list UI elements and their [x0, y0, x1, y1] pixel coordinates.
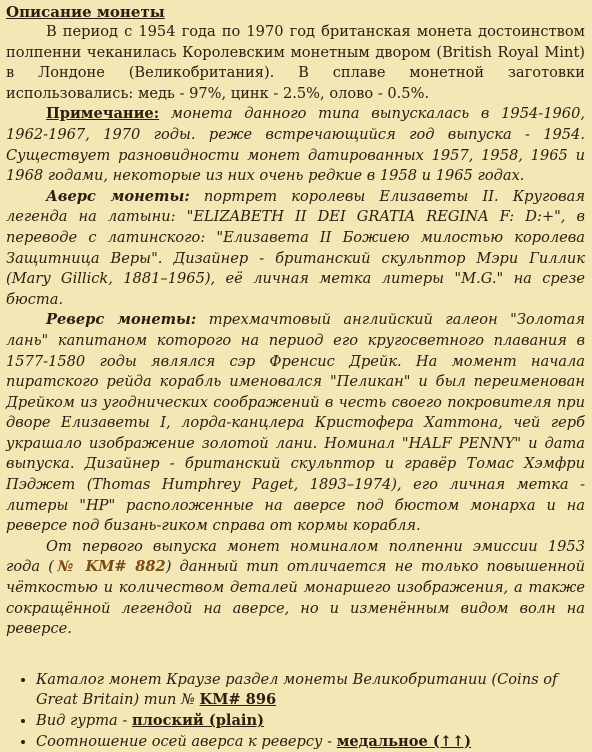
intro-text: В период с 1954 года по 1970 год британская монета достоинством полпенни чеканилась Королевским монетным двором (British Royal Mint) в Лондоне (Великобритания). В сплаве монетной заготовки использовались: медь - 97%, цинк - 2.5%, олово - 0.5%. — [6, 23, 585, 102]
axis-medal-link[interactable]: медальное (↑↑) — [336, 732, 472, 750]
reverse-text: трехмачтовый английский галеон "Золотая лань" капитаном которого на период его кругосветного плавания в 1577-1580 годы являлся сэр Френсис Дрейк. На момент начала пиратского рейда корабль именовался "Пеликан" и был переименован Дрейком из угоднических соображений в честь своего покровителя при дворе Елизаветы I, лорда-канцлера Кристофера Хаттона, чей герб украшало изображение золотой лани. Номинал "HALF PENNY" и дата выпуска. Дизайнер - британский скульптор и гравёр Томас Хэмфри Пэджет (Thomas Humphrey Paget, 1893–1974), его личная метка - литеры "HP" расположенные на аверсе под бюстом монарха и на реверсе под бизань-гиком справа от кормы корабля. — [6, 311, 585, 535]
first-issue-after: ) данный тип отличается не только повышенной чёткостью и количеством деталей монаршего изображения, а также сокращённой легендой на аверсе, но и изменённым видом волн на реверсе. — [6, 558, 585, 638]
obverse-text: портрет королевы Елизаветы II. Круговая легенда на латыни: "ELIZABETH II DEI GRATIA REGINA F: D:+", в переводе с латинского: "Елизавета II Божиею милостью королева Защитница Веры". Дизайнер - британский скульптор Мэри Гиллик (Mary Gillick, 1881–1965), её личная метка литеры "M.G." на срезе бюста. — [6, 187, 585, 308]
note-text: монета данного типа выпускалась в 1954-1960, 1962-1967, 1970 годы. реже встречающийся год выпуска - 1954. Существует разновидности монет датированных 1957, 1958, 1965 и 1968 годами, некоторые из них очень редкие в 1958 и 1965 годах. — [6, 105, 585, 185]
details-list — [6, 670, 585, 752]
edge-text: Вид гурта - — [36, 712, 132, 729]
list-item-axis — [36, 732, 585, 752]
note-label: Примечание: — [46, 105, 160, 123]
list-item-catalog — [36, 670, 585, 711]
obverse-label: Аверс монеты: — [46, 187, 190, 205]
section-title: Описание монеты — [6, 3, 165, 21]
list-item-edge — [36, 711, 585, 732]
reverse-paragraph — [6, 310, 585, 537]
obverse-paragraph — [6, 187, 585, 311]
catalog-text: Каталог монет Краузе раздел монеты Великобритании (Coins of Great Britain) тип № — [36, 670, 558, 709]
axis-text: Соотношение осей аверса к реверсу - — [36, 732, 337, 750]
edge-plain-link[interactable]: плоский (plain) — [131, 712, 264, 729]
km-896-link[interactable]: KM# 896 — [199, 691, 277, 709]
reverse-label: Реверс монеты: — [46, 311, 197, 329]
first-issue-before: От первого выпуска монет номиналом полпенни эмиссии 1953 года ( — [6, 537, 585, 576]
spacer — [6, 640, 585, 670]
intro-paragraph — [6, 22, 585, 104]
note-paragraph — [6, 104, 585, 186]
first-issue-paragraph — [6, 537, 585, 640]
km-882-link[interactable]: № KM# 882 — [53, 558, 166, 576]
